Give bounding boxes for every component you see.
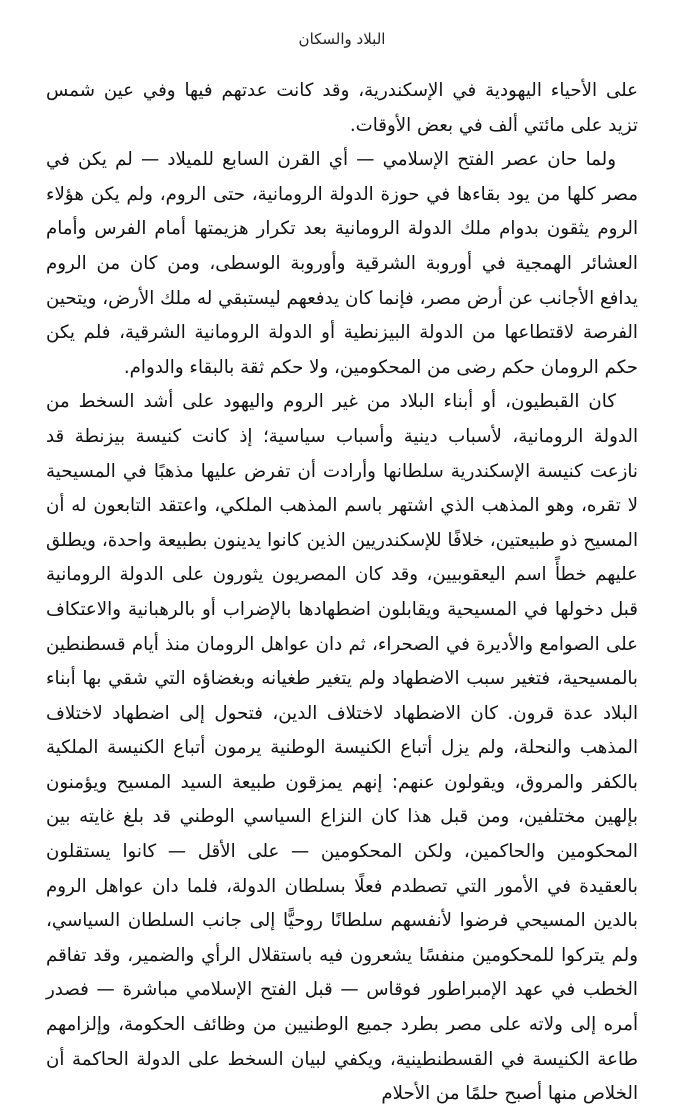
paragraph: على الأحياء اليهودية في الإسكندرية، وقد كانت عدتهم فيها وفي عين شمس تزيد على مائتي ألف في بعض الأوقات. [46,80,638,136]
paragraph: كان القبطيون، أو أبناء البلاد من غير الروم واليهود على أشد السخط من الدولة الرومانية، لأسباب دينية وأسباب سياسية؛ إذ كانت كنيسة بيزنطة قد نازعت كنيسة الإسكندرية سلطانها وأرادت أن تفرض عليها مذهبًا في المسيحية لا تقره، وهو المذهب الذي اشتهر باسم المذهب الملكي، واعتقد التابعون له أن المسيح ذو طبيعتين، خلافًا للإسكندريين الذين كانوا يدينون بطبيعة واحدة، ويطلق عليهم خطأً اسم اليعقوبيين، وقد كان المصريون يثورون على الدولة الرومانية قبل دخولها في المسيحية ويقابلون اضطهادها بالإضراب أو بالرهبانية والاعتكاف على الصوامع والأديرة في الصحراء، ثم دان عواهل الرومان منذ أيام قسطنطين بالمسيحية، فتغير سبب الاضطهاد ولم يتغير طغيانه وبغضاؤه التي شقي بها أبناء البلاد عدة قرون. كان الاضطهاد لاختلاف الدين، فتحول إلى اضطهاد لاختلاف المذهب والنحلة، ولم يزل أتباع الكنيسة الوطنية يرمون أتباع الكنيسة الملكية بالكفر والمروق، ويقولون عنهم: إنهم يمزقون طبيعة السيد المسيح ويؤمنون بإلهين مختلفين، ومن قبل هذا كان النزاع السياسي الوطني قد بلغ غايته بين المحكومين والحاكمين، ولكن المحكومين — على الأقل — كانوا يستقلون بالعقيدة في الأمور التي تصطدم فعلًا بسلطان الدولة، فلما دان عواهل الروم بالدين المسيحي فرضوا لأنفسهم سلطانًا روحيًّا إلى جانب السلطان السياسي، ولم يتركوا للمحكومين منفسًا يشعرون فيه باستقلال الرأي والضمير، وقد تفاقم الخطب في عهد الإمبراطور فوقاس — قبل الفتح الإسلامي مباشرة — فصدر أمره إلى ولاته على مصر بطرد جميع الوطنيين من وظائف الحكومة، وإلزامهم طاعة الكنيسة في القسطنطينية، ويكفي لبيان السخط على الدولة الحاكمة أن الخلاص منها أصبح حلمًا من الأحلام [46,391,638,1105]
running-header: البلاد والسكان [298,30,386,48]
paragraph: ولما حان عصر الفتح الإسلامي — أي القرن السابع للميلاد — لم يكن في مصر كلها من يود بقاءها في حوزة الدولة الرومانية، حتى الروم، ولم يكن هؤلاء الروم يثقون بدوام ملك الدولة الرومانية بعد تكرار هزيمتها أمام الفرس وأمام العشائر الهمجية في أوروبة الشرقية وأوروبة الوسطى، ومن كان من الروم يدافع الأجانب عن أرض مصر، فإنما كان يدفعهم ليستبقي له ملك الأرض، ويتحين الفرصة لاقتطاعها من الدولة البيزنطية أو الدولة الرومانية الشرقية، فلم يكن حكم الرومان حكم رضى من المحكومين، ولا حكم ثقة بالبقاء والدوام. [46,149,638,378]
body-text [46,74,638,1112]
